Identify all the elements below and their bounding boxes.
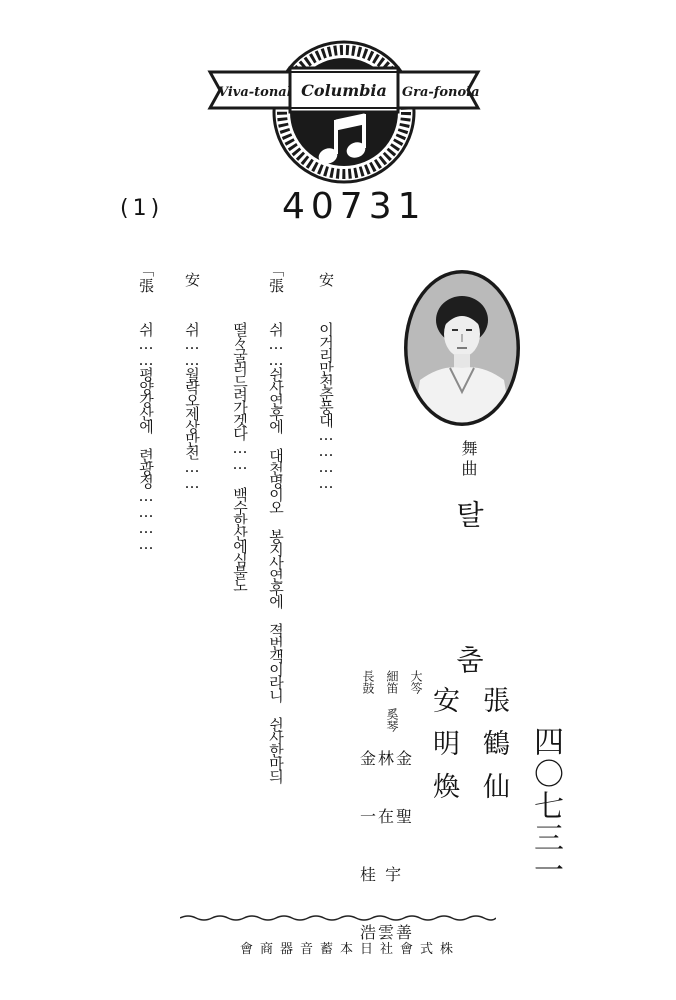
publisher-footer: 株式會社日本蓄音器商會 [239,942,460,957]
performer-name: 張鶴仙 [478,686,509,815]
musician-names: 金林金 一在聖桂 宇浩雲善 [360,749,415,942]
lyric-speaker: 「張 [137,262,155,294]
divider-rule [180,914,496,922]
logo-left-text: Viva-tonal [218,85,292,100]
record-number: 40731 [282,186,427,227]
lyric-line: 쉬……평양강산에 련광정………… [137,322,155,551]
lyric-speaker: 安 [183,272,201,288]
instrument-label: 長鼓 [361,670,375,694]
genre-label: 舞曲 [459,440,478,480]
performer-name: 安明煥 [428,686,459,815]
catalog-number-vertical: 四〇七三一 [528,726,563,886]
lyric-line: 쉬……월락오제상만천…… [183,322,201,490]
instrument-label: 大笒 [409,670,423,694]
logo-center-text: Columbia [301,81,387,100]
lyric-line: 쉬……쉰사연후에 대천명이오 봉지사연후에 젹번객이라니 쉰사한마듸 [267,322,285,782]
portrait-photo [402,268,522,428]
page-number: (1) [120,196,164,221]
lyric-line: 이거리만천춘풍대………… [317,322,335,490]
lyric-speaker: 安 [317,272,335,288]
logo-right-text: Gra-fonola [402,85,480,100]
lyric-line: 떨々굴러드려가겟다…… 백수한산에심불노 [231,322,249,591]
lyric-speaker: 「張 [267,262,285,294]
song-title: 탈 춤 [452,500,485,715]
instrument-label: 細笛 奚琴 [385,670,399,732]
columbia-logo [206,38,482,186]
